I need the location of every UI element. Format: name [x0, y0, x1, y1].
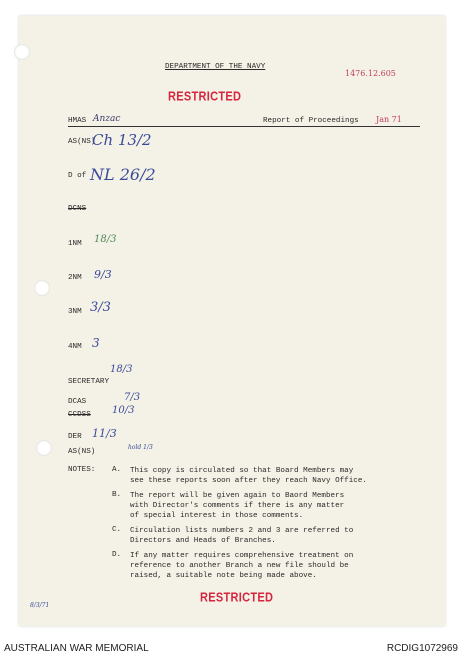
- department-heading: DEPARTMENT OF THE NAVY: [165, 63, 266, 71]
- routing-label-der: DER: [68, 433, 82, 441]
- note-text: The report will be given again to Baord Members with Director's comments if there is any matter of special interest in those comments.: [130, 492, 345, 520]
- note-text: Circulation lists numbers 2 and 3 are referred to Directors and Heads of Branches.: [130, 527, 354, 545]
- routing-label-secretary: SECRETARY: [68, 378, 110, 386]
- restricted-stamp-top: RESTRICTED: [168, 90, 242, 104]
- restricted-stamp-bottom: RESTRICTED: [200, 591, 274, 605]
- corner-handwritten-note: 8/3/71: [30, 602, 50, 609]
- handwritten-initial: 7/3: [124, 392, 141, 403]
- handwritten-initial: NL 26/2: [90, 165, 156, 184]
- punch-hole-top: [14, 44, 30, 60]
- file-reference: 1476.12.605: [345, 69, 396, 78]
- handwritten-initial: 11/3: [92, 427, 117, 440]
- routing-label-ccdss: CCDSS: [68, 411, 91, 419]
- punch-hole-middle: [34, 280, 50, 296]
- handwritten-initial: 10/3: [112, 405, 135, 416]
- note-letter: B.: [112, 491, 122, 499]
- handwritten-initial: hold 1/3: [128, 444, 153, 451]
- report-month: Jan 71: [376, 115, 402, 124]
- routing-label-1nm: 1NM: [68, 240, 82, 248]
- routing-label-as-ns-final: AS(NS): [68, 448, 96, 456]
- handwritten-initial: 18/3: [110, 364, 133, 375]
- ship-line-rule: [68, 126, 420, 127]
- routing-label-4nm: 4NM: [68, 343, 82, 351]
- handwritten-initial: 3: [92, 336, 100, 350]
- note-text: If any matter requires comprehensive treatment on reference to another Branch a new file should be raised, a suitable note being made above.: [130, 552, 354, 580]
- archive-credit: AUSTRALIAN WAR MEMORIAL: [4, 643, 149, 654]
- routing-label-dcas: DCAS: [68, 398, 87, 406]
- ship-prefix: HMAS: [68, 117, 87, 125]
- routing-label-3nm: 3NM: [68, 308, 82, 316]
- note-letter: A.: [112, 466, 122, 474]
- handwritten-initial: 18/3: [94, 234, 117, 245]
- routing-label-as-ns: AS(NS): [68, 138, 96, 146]
- routing-label-d-of: D of: [68, 172, 87, 180]
- handwritten-initial: 3/3: [90, 300, 111, 315]
- note-letter: D.: [112, 551, 122, 559]
- note-letter: C.: [112, 526, 122, 534]
- handwritten-initial: 9/3: [94, 268, 112, 281]
- routing-label-dcns: DCNS: [68, 205, 87, 213]
- punch-hole-lower: [36, 440, 52, 456]
- handwritten-initial: Ch 13/2: [92, 131, 152, 149]
- report-title: Report of Proceedings: [263, 117, 359, 125]
- archive-id: RCDIG1072969: [386, 643, 458, 654]
- ship-name: Anzac: [93, 114, 121, 124]
- routing-label-2nm: 2NM: [68, 274, 82, 282]
- notes-heading: NOTES:: [68, 466, 96, 474]
- note-text: This copy is circulated so that Board Members may see these reports soon after they reach Navy Office.: [130, 467, 367, 485]
